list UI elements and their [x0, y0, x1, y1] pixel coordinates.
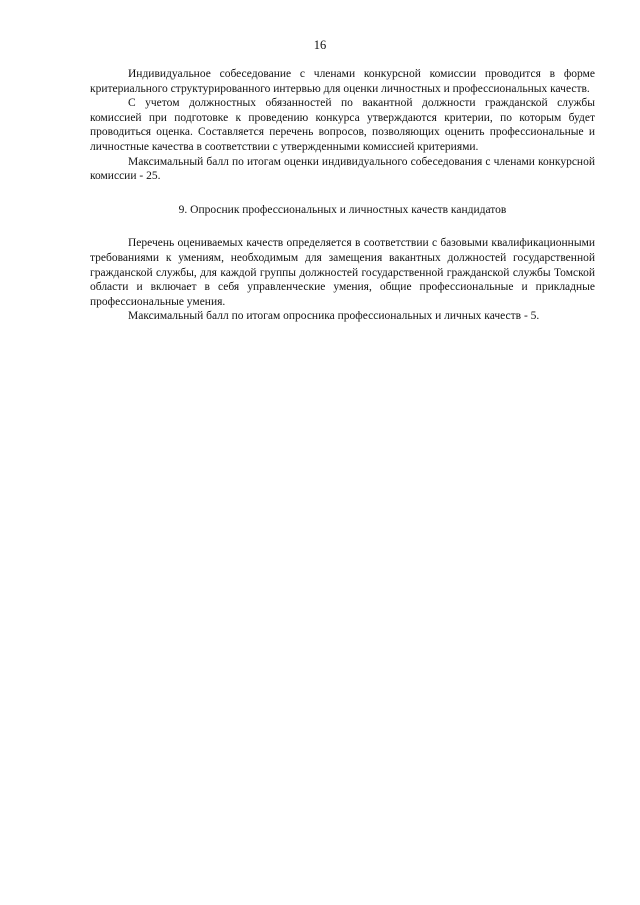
paragraph-questionnaire-max-score: Максимальный балл по итогам опросника профессиональных и личных качеств - 5.	[128, 310, 540, 323]
paragraph-interview-format: Индивидуальное собеседование с членами конкурсной комиссии проводится в форме критериального структурированного интервью для оценки личностных и профессиональных качеств.	[90, 68, 595, 95]
section-heading: 9. Опросник профессиональных и личностных качеств кандидатов	[178, 203, 507, 216]
page-body	[90, 67, 595, 324]
page-number: 16	[313, 38, 327, 52]
paragraph-qualities-list: Перечень оцениваемых качеств определяется в соответствии с базовыми квалификационными требованиями к умениям, необходимым для замещения вакантных должностей государственной гражданской службы, для каждой группы должностей государственной гражданской службы Томской области и включает в себя управленческие умения, общие профессиональные и прикладные профессиональные умения.	[90, 237, 595, 308]
paragraph-interview-max-score: Максимальный балл по итогам оценки индивидуального собеседования с членами конкурсной комиссии - 25.	[90, 155, 595, 183]
paragraph-interview-criteria: С учетом должностных обязанностей по вакантной должности гражданской службы комиссией при подготовке к проведению конкурса утверждаются критерии, по которым будет проводиться оценка. Составляется перечень вопросов, позволяющих оценить профессиональные и личностные качества в соответствии с утвержденными комиссией критериями.	[90, 97, 595, 153]
